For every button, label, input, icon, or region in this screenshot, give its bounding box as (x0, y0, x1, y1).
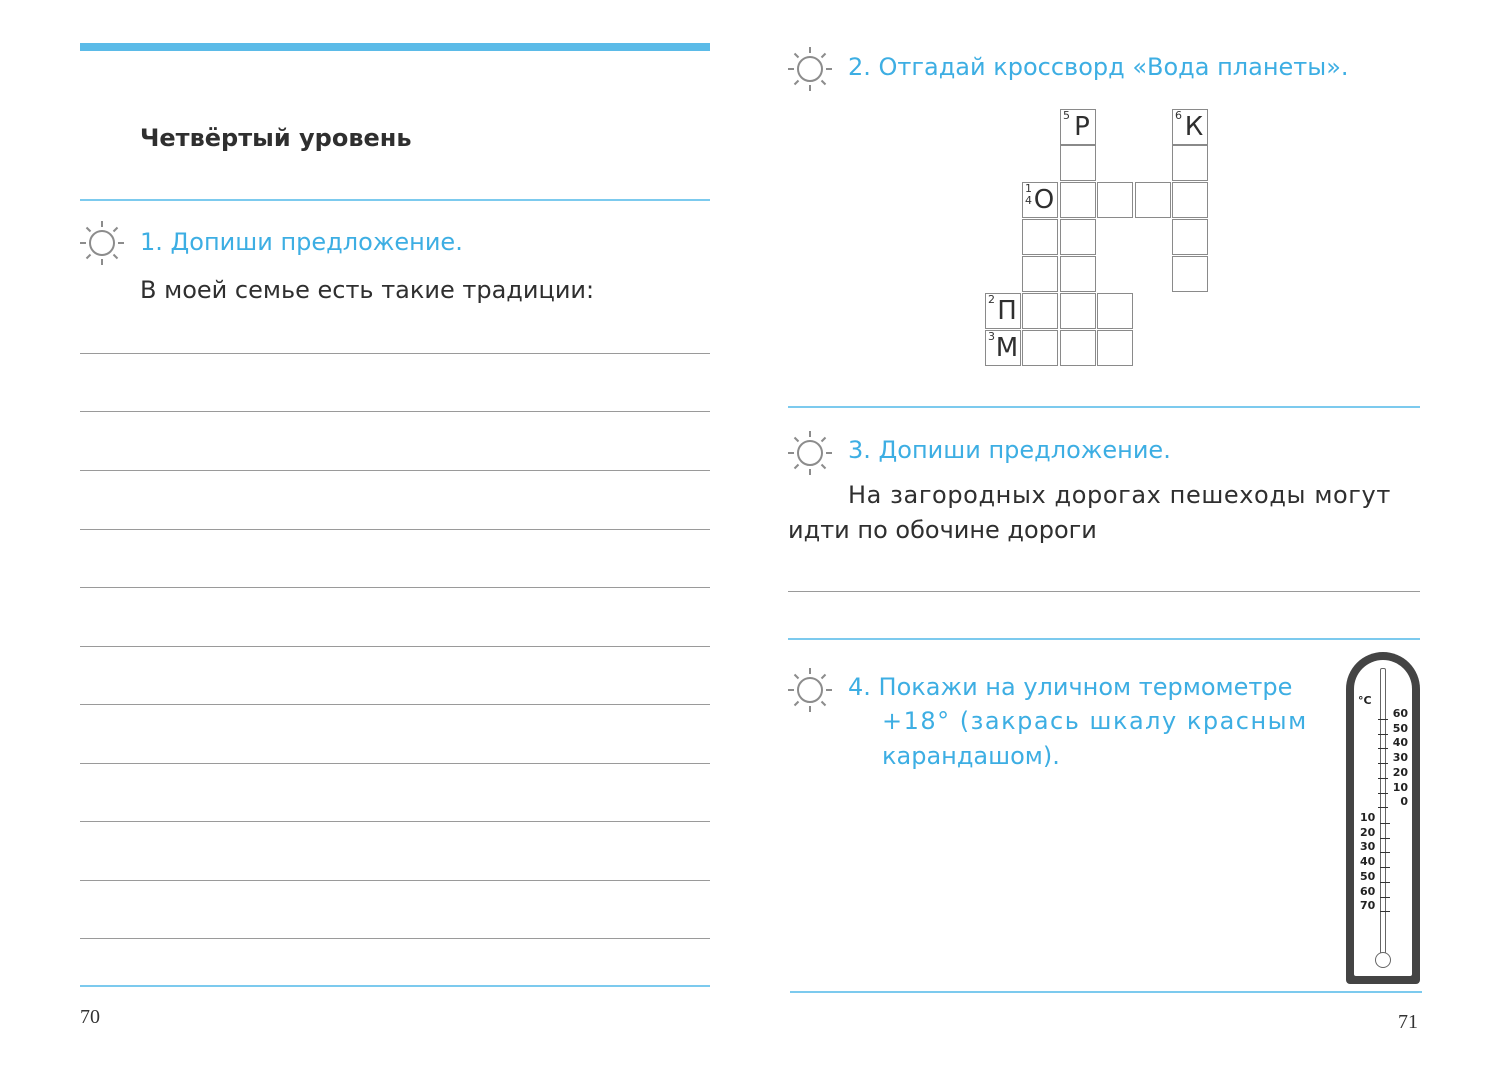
answer-line[interactable] (80, 880, 710, 881)
crossword-cell[interactable] (1022, 330, 1058, 366)
thermometer-tick (1380, 852, 1390, 853)
answer-line[interactable] (80, 529, 710, 530)
thermometer-scale-label: 60 (1392, 707, 1408, 720)
crossword-cell[interactable] (1060, 182, 1096, 218)
crossword-cell[interactable] (1022, 293, 1058, 329)
task1-prompt: В моей семье есть такие традиции: (140, 276, 595, 304)
thermometer-tick (1378, 734, 1388, 735)
thermometer-scale-label: 20 (1392, 765, 1408, 779)
answer-line[interactable] (80, 587, 710, 588)
thermometer-tick (1378, 807, 1388, 808)
section-divider (788, 638, 1420, 640)
task4-line3: карандашом). (882, 742, 1060, 770)
crossword-cell[interactable] (1172, 256, 1208, 292)
thermometer-tube[interactable] (1380, 668, 1386, 960)
sun-icon (786, 45, 834, 93)
thermometer-scale-label: 30 (1360, 840, 1376, 854)
thermometer-tick (1378, 748, 1388, 749)
thermometer-tick (1380, 897, 1390, 898)
task4-line2: +18° (закрась шкалу красным (882, 707, 1308, 735)
crossword-cell[interactable]: 1 4 О (1022, 182, 1058, 218)
thermometer-tick (1380, 867, 1390, 868)
crossword-cell[interactable]: 6 К (1172, 109, 1208, 145)
crossword-cell[interactable] (1135, 182, 1171, 218)
thermometer-scale-label: 30 (1392, 751, 1408, 765)
thermometer-tick (1378, 763, 1388, 764)
section-divider (80, 199, 710, 201)
answer-line[interactable] (80, 353, 710, 354)
thermometer-tick (1380, 838, 1390, 839)
crossword-cell[interactable] (1172, 219, 1208, 255)
crossword-cell[interactable]: 5 Р (1060, 109, 1096, 145)
sun-icon (786, 666, 834, 714)
task3-title: 3. Допиши предложение. (848, 436, 1171, 464)
thermometer-tick (1380, 911, 1390, 912)
thermometer-scale-label: 60 (1360, 884, 1376, 898)
thermometer-scale-label: 50 (1360, 869, 1376, 883)
thermometer-scale-label: 10 (1360, 811, 1376, 824)
thermometer-tick (1380, 882, 1390, 883)
page-number-left: 70 (80, 1006, 100, 1028)
task3-line1: На загородных дорогах пешеходы могут (848, 481, 1391, 509)
crossword-cell[interactable] (1172, 182, 1208, 218)
thermometer-tick (1378, 778, 1388, 779)
crossword-cell[interactable] (1022, 219, 1058, 255)
thermometer-scale-label: 70 (1360, 899, 1376, 913)
thermometer-tick (1378, 793, 1388, 794)
sun-icon (786, 429, 834, 477)
crossword-cell[interactable] (1097, 293, 1133, 329)
thermometer-tick (1378, 719, 1388, 720)
crossword-cell[interactable] (1097, 182, 1133, 218)
crossword-cell[interactable]: 2 П (985, 293, 1021, 329)
crossword-cell[interactable]: 3 М (985, 330, 1021, 366)
crossword-cell[interactable] (1022, 256, 1058, 292)
answer-line[interactable] (80, 646, 710, 647)
answer-line[interactable] (788, 591, 1420, 592)
crossword-cell[interactable] (1060, 219, 1096, 255)
sun-icon (78, 219, 126, 267)
crossword-cell[interactable] (1060, 330, 1096, 366)
crossword-cell[interactable] (1060, 145, 1096, 181)
crossword-cell[interactable] (1172, 145, 1208, 181)
thermometer-scale-label: 40 (1360, 855, 1376, 869)
crossword-cell[interactable] (1060, 293, 1096, 329)
thermometer-unit: °C (1358, 694, 1372, 707)
thermometer-bulb (1375, 952, 1391, 968)
task4-line1: 4. Покажи на уличном термометре (848, 673, 1293, 701)
level-heading: Четвёртый уровень (140, 124, 412, 152)
thermometer-scale-label: 40 (1392, 736, 1408, 750)
thermometer-scale-label: 10 (1392, 780, 1408, 794)
answer-line[interactable] (80, 470, 710, 471)
crossword-cell[interactable] (1060, 256, 1096, 292)
section-divider (788, 406, 1420, 408)
thermometer-scale-label: 20 (1360, 825, 1376, 839)
task1-title: 1. Допиши предложение. (140, 228, 463, 256)
thermometer-scale-label: 0 (1400, 795, 1408, 809)
bottom-divider (790, 991, 1422, 993)
thermometer-scale-label: 50 (1392, 721, 1408, 735)
task2-title: 2. Отгадай кроссворд «Вода планеты». (848, 53, 1349, 81)
answer-line[interactable] (80, 704, 710, 705)
top-color-bar (80, 43, 710, 51)
task3-line2: идти по обочине дороги (788, 516, 1097, 544)
bottom-divider (80, 985, 710, 987)
crossword-cell[interactable] (1097, 330, 1133, 366)
answer-line[interactable] (80, 763, 710, 764)
answer-line[interactable] (80, 411, 710, 412)
answer-line[interactable] (80, 938, 710, 939)
page-number-right: 71 (1398, 1011, 1418, 1033)
answer-line[interactable] (80, 821, 710, 822)
thermometer-tick (1380, 823, 1390, 824)
